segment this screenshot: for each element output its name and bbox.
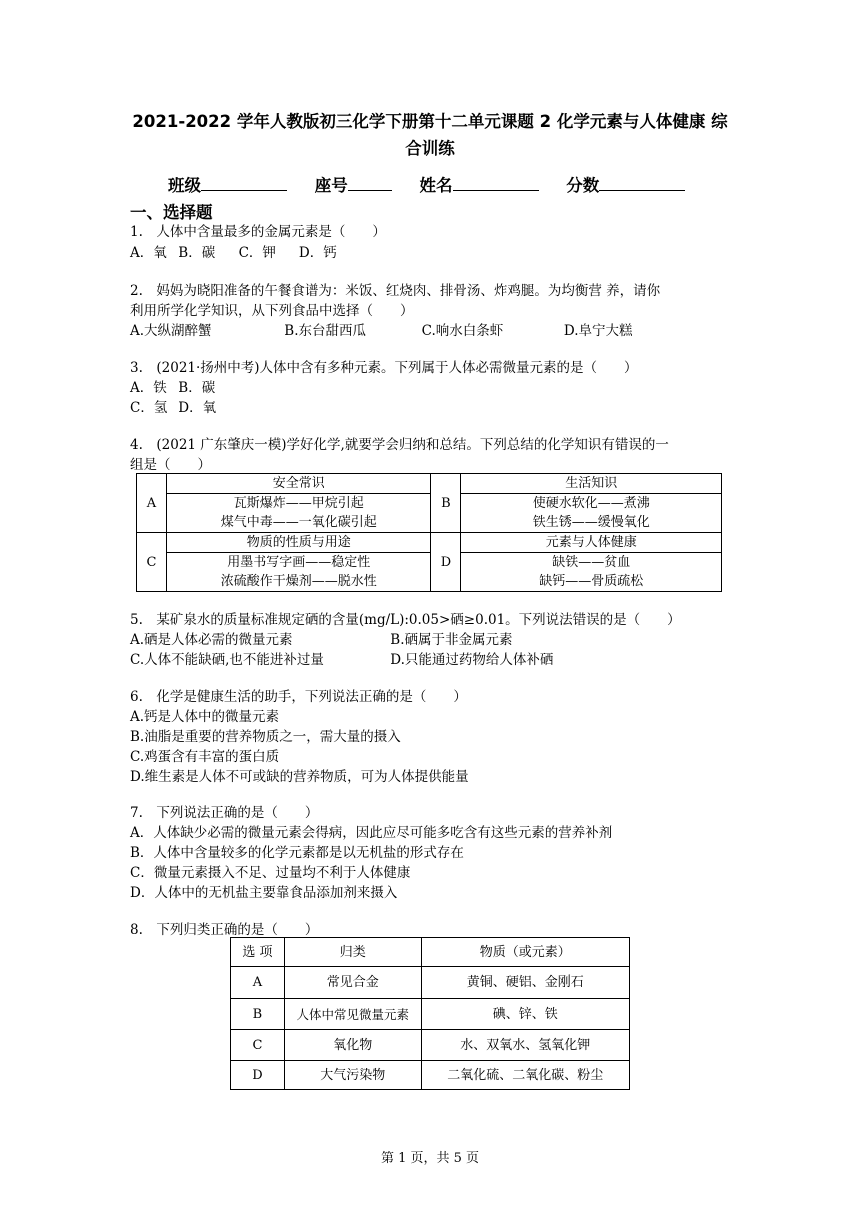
q8-header-substance: 物质（或元素） — [421, 938, 629, 967]
q2-option-b: B.东台甜西瓜 — [284, 323, 367, 339]
q3-option-a: A．铁 — [130, 380, 167, 396]
q2-stem-line2: 利用所学化学知识，从下列食品中选择（ ） — [130, 303, 414, 319]
q4-cell-b-head: 生活知识 — [461, 474, 722, 494]
name-label: 姓名 — [419, 176, 453, 195]
q5-option-a: A.硒是人体必需的微量元素 — [130, 632, 293, 648]
q4-stem-line1: 4. (2021 广东肇庆一模)学好化学,就要学会归纳和总结。下列总结的化学知识有错误的一 — [130, 437, 669, 453]
q4-cell-d-body — [461, 553, 722, 592]
class-label: 班级 — [168, 176, 201, 195]
q4-stem-line2: 组是（ ） — [130, 457, 211, 473]
q7-stem: 7. 下列说法正确的是（ ） — [130, 805, 319, 821]
q4-cell-a-head: 安全常识 — [166, 474, 431, 494]
q3-option-c: C．氢 — [130, 400, 168, 416]
q8-row-a-substance: 黄铜、硬铝、金刚石 — [421, 967, 629, 999]
q8-row-b-option: B — [231, 999, 285, 1030]
q3-options-row1 — [130, 378, 215, 398]
section-heading: 一、选择题 — [130, 203, 213, 222]
q5-option-c: C.人体不能缺硒,也不能进补过量 — [130, 652, 324, 668]
q5-option-d: D.只能通过药物给人体补硒 — [390, 652, 554, 668]
q2-options — [130, 321, 633, 341]
q4-table — [136, 473, 722, 592]
q4-c-line2: 浓硫酸作干燥剂——脱水性 — [220, 574, 377, 589]
q4-cell-b-letter: B — [431, 474, 461, 533]
q2-stem-line1: 2. 妈妈为晓阳准备的午餐食谱为：米饭、红烧肉、排骨汤、炸鸡腿。为均衡营 养，请你 — [130, 283, 661, 299]
seat-label: 座号 — [314, 176, 348, 195]
q4-b-line2: 铁生锈——缓慢氧化 — [532, 515, 650, 530]
q8-row-b-substance: 碘、锌、铁 — [421, 999, 629, 1030]
doc-title-line1: 2021-2022 学年人教版初三化学下册第十二单元课题 2 化学元素与人体健康 综 — [132, 112, 728, 131]
q4-cell-d-letter: D — [431, 533, 461, 592]
q1-option-d: D．钙 — [298, 245, 337, 261]
q1-option-b: B．碳 — [178, 245, 216, 261]
q6-option-d: D.维生素是人体不可或缺的营养物质，可为人体提供能量 — [130, 769, 469, 785]
q4-cell-c-letter: C — [137, 533, 167, 592]
q2-option-a: A.大纵湖醉蟹 — [130, 323, 212, 339]
q1-stem: 1. 人体中含量最多的金属元素是（ ） — [130, 224, 386, 240]
q4-b-line1: 使硬水软化——煮沸 — [532, 496, 650, 511]
q2-option-d: D.阜宁大糕 — [563, 323, 633, 339]
q2-option-c: C.响水白条虾 — [421, 323, 504, 339]
q8-stem: 8. 下列归类正确的是（ ） — [130, 922, 319, 938]
q6-option-b: B.油脂是重要的营养物质之一，需大量的摄入 — [130, 729, 401, 745]
score-blank — [599, 176, 685, 191]
q8-header-option: 选 项 — [231, 938, 285, 967]
q4-cell-c-head: 物质的性质与用途 — [166, 533, 431, 553]
name-blank — [453, 176, 539, 191]
q7-option-c: C．微量元素摄入不足、过量均不利于人体健康 — [130, 865, 411, 881]
q8-row-d-substance: 二氧化硫、二氧化碳、粉尘 — [421, 1061, 629, 1090]
q4-a-line2: 煤气中毒——一氧化碳引起 — [220, 515, 377, 530]
q3-option-b: B．碳 — [178, 380, 216, 396]
q4-a-line1: 瓦斯爆炸——甲烷引起 — [233, 496, 364, 511]
q6-stem: 6. 化学是健康生活的助手，下列说法正确的是（ ） — [130, 689, 467, 705]
seat-blank — [348, 176, 392, 191]
student-info-row — [168, 172, 728, 196]
q8-row-b-category: 人体中常见微量元素 — [284, 999, 421, 1030]
q4-cell-d-head: 元素与人体健康 — [461, 533, 722, 553]
q6-option-a: A.钙是人体中的微量元素 — [130, 709, 280, 725]
q4-c-line1: 用墨书写字画——稳定性 — [227, 555, 371, 570]
q3-options-row2 — [130, 398, 216, 418]
q8-row-c-category: 氧化物 — [284, 1030, 421, 1061]
q4-d-line2: 缺钙——骨质疏松 — [539, 574, 644, 589]
q8-row-c-substance: 水、双氧水、氢氧化钾 — [421, 1030, 629, 1061]
q7-option-b: B．人体中含量较多的化学元素都是以无机盐的形式存在 — [130, 845, 464, 861]
doc-title-line2: 合训练 — [405, 139, 455, 158]
q1-option-a: A．氧 — [130, 245, 167, 261]
q7-option-a: A．人体缺少必需的微量元素会得病，因此应尽可能多吃含有这些元素的营养补剂 — [130, 825, 613, 841]
q5-options-row2 — [130, 650, 553, 670]
q4-d-line1: 缺铁——贫血 — [552, 555, 631, 570]
q3-stem: 3. (2021·扬州中考)人体中含有多种元素。下列属于人体必需微量元素的是（ ） — [130, 360, 638, 376]
q5-option-b: B.硒属于非金属元素 — [390, 632, 513, 648]
q8-row-d-category: 大气污染物 — [284, 1061, 421, 1090]
q5-options-row1 — [130, 630, 513, 650]
class-blank — [201, 176, 287, 191]
q1-options — [130, 243, 337, 263]
q6-option-c: C.鸡蛋含有丰富的蛋白质 — [130, 749, 280, 765]
q8-row-d-option: D — [231, 1061, 285, 1090]
q1-option-c: C．钾 — [238, 245, 276, 261]
page-footer: 第 1 页，共 5 页 — [380, 1151, 480, 1166]
q4-cell-b-body — [461, 494, 722, 533]
q4-cell-c-body — [166, 553, 431, 592]
q4-cell-a-body — [166, 494, 431, 533]
q8-row-a-category: 常见合金 — [284, 967, 421, 999]
q7-option-d: D．人体中的无机盐主要靠食品添加剂来摄入 — [130, 885, 398, 901]
q3-option-d: D．氧 — [178, 400, 217, 416]
q5-stem: 5. 某矿泉水的质量标准规定硒的含量(mg/L):0.05>硒≥0.01。下列说法错误的是（ ） — [130, 612, 681, 628]
q8-row-c-option: C — [231, 1030, 285, 1061]
q4-cell-a-letter: A — [137, 474, 167, 533]
q8-header-category: 归类 — [284, 938, 421, 967]
q8-row-a-option: A — [231, 967, 285, 999]
q8-table — [230, 937, 630, 1090]
score-label: 分数 — [566, 176, 600, 195]
